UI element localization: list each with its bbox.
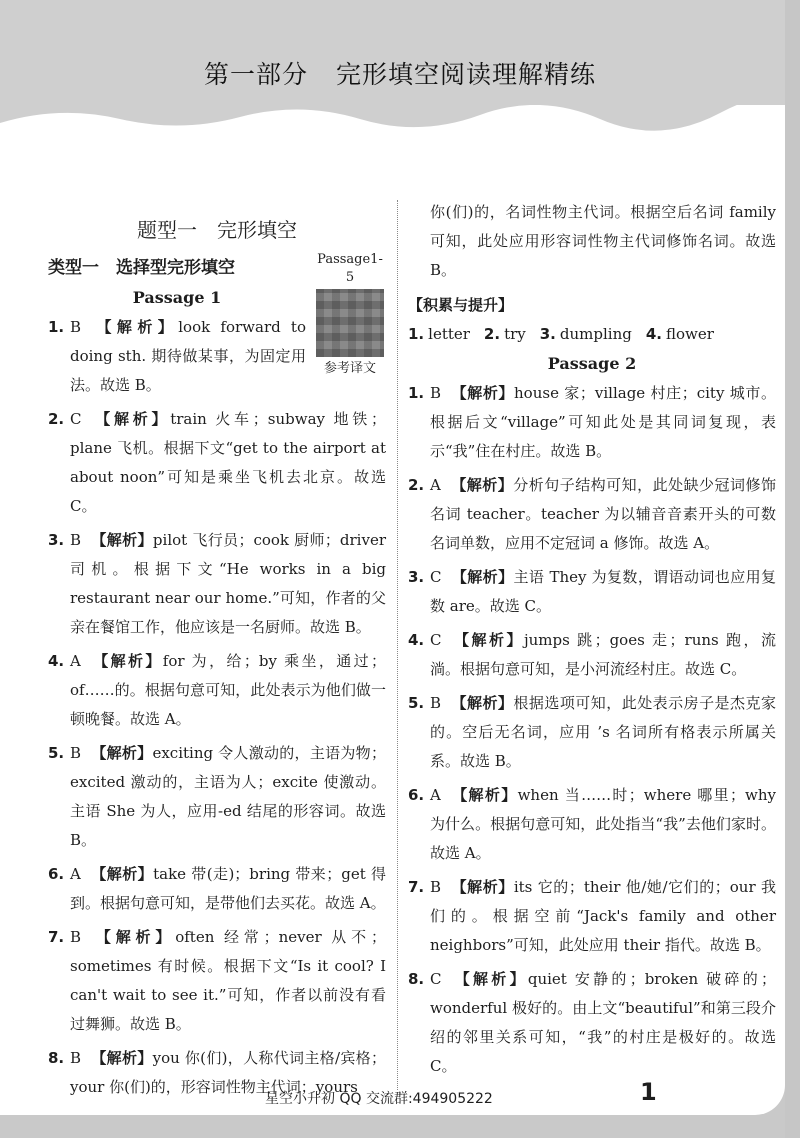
part-label: 第一部分 [203,60,308,89]
analysis-tag: 【解析】 [450,786,518,804]
answer-item [408,626,776,684]
vocab-word: try [504,325,526,343]
analysis-tag: 【解析】 [91,318,179,336]
vocab-word: dumpling [559,325,632,343]
item-number: 1. [48,318,65,336]
answer-item [408,563,776,621]
vocab-number: 4. [645,325,662,343]
analysis-tag: 【解析】 [451,631,524,649]
item-number: 4. [48,652,65,670]
item-number: 8. [48,1049,65,1067]
item-text: jumps 跳；goes 走；runs 跑，流淌。根据句意可知，是小河流经村庄。故选 C。 [430,631,776,678]
item-number: 1. [408,384,425,402]
analysis-tag: 【解析】 [451,568,514,586]
item-number: 6. [48,865,65,883]
passage1-items [48,313,386,1102]
passage2-items [408,379,776,1081]
left-column [48,213,386,1107]
vocab-number: 1. [408,325,425,343]
item-text: 根据选项可知，此处表示房子是杰克家的。空后无名词，应用 ’s 名词所有格表示所属关系。故选 B。 [430,694,776,770]
page-number: 1 [640,1078,657,1106]
item-text: 主语 They 为复数，谓语动词也应用复数 are。故选 C。 [430,568,776,615]
item-text: pilot 飞行员；cook 厨师；driver 司机。根据下文“He works in a big restaurant near our home.”可知，作者的父亲在餐馆工作，他应该是一名厨师。故选 B。 [70,531,386,636]
item-number: 2. [48,410,65,428]
item-answer: B [70,928,82,946]
section-subtitle: 类型一 选择型完形填空 [48,258,235,278]
analysis-tag: 【解析】 [451,970,528,988]
passage-title: Passage 2 [547,354,637,373]
vocab-number: 2. [483,325,501,343]
answer-item [48,923,386,1039]
answer-item [48,860,386,918]
item-answer: B [70,318,82,336]
right-column [408,198,776,1086]
answer-item [48,739,386,855]
item-answer: C [430,568,442,586]
item-answer: A [430,476,441,494]
item-answer: B [70,1049,82,1067]
item-text: exciting 令人激动的，主语为物；excited 激动的，主语为人；excite 使激动。主语 She 为人，应用-ed 结尾的形容词。故选 B。 [70,744,386,849]
answer-item [408,379,776,466]
item-answer: A [430,786,441,804]
item-text: 分析句子结构可知，此处缺少冠词修饰名词 teacher。teacher 为以辅音音素开头的可数名词单数，应用不定冠词 a 修饰。故选 A。 [430,476,776,552]
item-number: 5. [48,744,65,762]
item-answer: A [70,652,81,670]
answer-item [48,405,386,521]
item-number: 2. [408,476,425,494]
item-number: 4. [408,631,425,649]
accumulate-title: 【积累与提升】 [408,296,514,314]
item-answer: B [430,694,442,712]
item-text: its 它的；their 他/她/它们的；our 我们的。根据空前“Jack's family and other neighbors”可知，此处应用 their 指代。故选 B。 [430,878,776,954]
analysis-tag: 【解析】 [91,410,171,428]
item-text: take 带(走)；bring 带来；get 得到。根据句意可知，是带他们去买花。故选 A。 [70,865,386,912]
answer-item [48,647,386,734]
item-number: 3. [48,531,65,549]
analysis-tag: 【解析】 [91,1049,153,1067]
item-answer: B [430,384,442,402]
passage-title: Passage 1 [132,288,222,307]
analysis-tag: 【解析】 [90,865,154,883]
item-answer: C [70,410,82,428]
vocab-word: flower [665,325,714,343]
item-number: 7. [408,878,425,896]
answer-item [408,873,776,960]
page-edge [785,0,800,1138]
item-answer: C [430,970,442,988]
vocab-list [408,320,776,349]
item-number: 5. [408,694,425,712]
answer-item [408,965,776,1081]
analysis-tag: 【解析】 [451,878,514,896]
part-title [0,55,800,91]
item-number: 8. [408,970,425,988]
analysis-tag: 【解析】 [91,531,153,549]
item-continuation [408,198,776,285]
analysis-tag: 【解析】 [450,476,514,494]
item-answer: B [430,878,442,896]
answer-item [408,471,776,558]
analysis-tag: 【解析】 [451,384,515,402]
qr-label-top: Passage1-5 [317,252,383,285]
item-number: 3. [408,568,425,586]
analysis-tag: 【解析】 [91,744,153,762]
answer-item [48,313,386,400]
item-answer: B [70,531,82,549]
section-title: 题型一 完形填空 [137,218,297,242]
item-text: for 为，给；by 乘坐，通过；of……的。根据句意可知，此处表示为他们做一顿晚餐。故选 A。 [70,652,386,728]
item-text: train 火车；subway 地铁；plane 飞机。根据下文“get to the airport at about noon”可知是乘坐飞机去北京。故选 C。 [70,410,386,515]
item-text: you 你(们)，人称代词主格/宾格；your 你(们)的，形容词性物主代词；yours [70,1049,386,1096]
item-number: 7. [48,928,65,946]
item-text: quiet 安静的；broken 破碎的；wonderful 极好的。由上文“beautiful”和第三段介绍的邻里关系可知，“我”的村庄是极好的。故选 C。 [430,970,776,1075]
item-text: often 经常；never 从不；sometimes 有时候。根据下文“Is it cool? I can't wait to see it.”可知，作者以前没有看过舞狮。故选 B。 [70,928,386,1033]
vocab-word: letter [428,325,470,343]
footer-text: 星空小升初 QQ 交流群:494905222 [265,1091,493,1107]
item-text: house 家；village 村庄；city 城市。根据后文“village”可知此处是其同词复现，表示“我”住在村庄。故选 B。 [430,384,776,460]
qr-label-bottom: 参考译文 [323,361,376,376]
answer-item [48,526,386,642]
analysis-tag: 【解析】 [90,652,163,670]
analysis-tag: 【解析】 [91,928,176,946]
part-name: 完形填空阅读理解精练 [336,60,597,89]
item-number: 6. [408,786,425,804]
item-answer: C [430,631,442,649]
answer-item [408,781,776,868]
item-text: when 当……时；where 哪里；why 为什么。根据句意可知，此处指当“我”去他们家时。故选 A。 [430,786,776,862]
column-divider [397,200,398,1090]
vocab-number: 3. [539,325,556,343]
item-answer: A [70,865,81,883]
analysis-tag: 【解析】 [451,694,514,712]
item-answer: B [70,744,82,762]
item-text: 你(们)的，名词性物主代词。根据空后名词 family 可知，此处应用形容词性物主代词修饰名词。故选 B。 [430,203,776,279]
answer-item [408,689,776,776]
item-text: look forward to doing sth. 期待做某事，为固定用法。故选 B。 [70,318,306,394]
